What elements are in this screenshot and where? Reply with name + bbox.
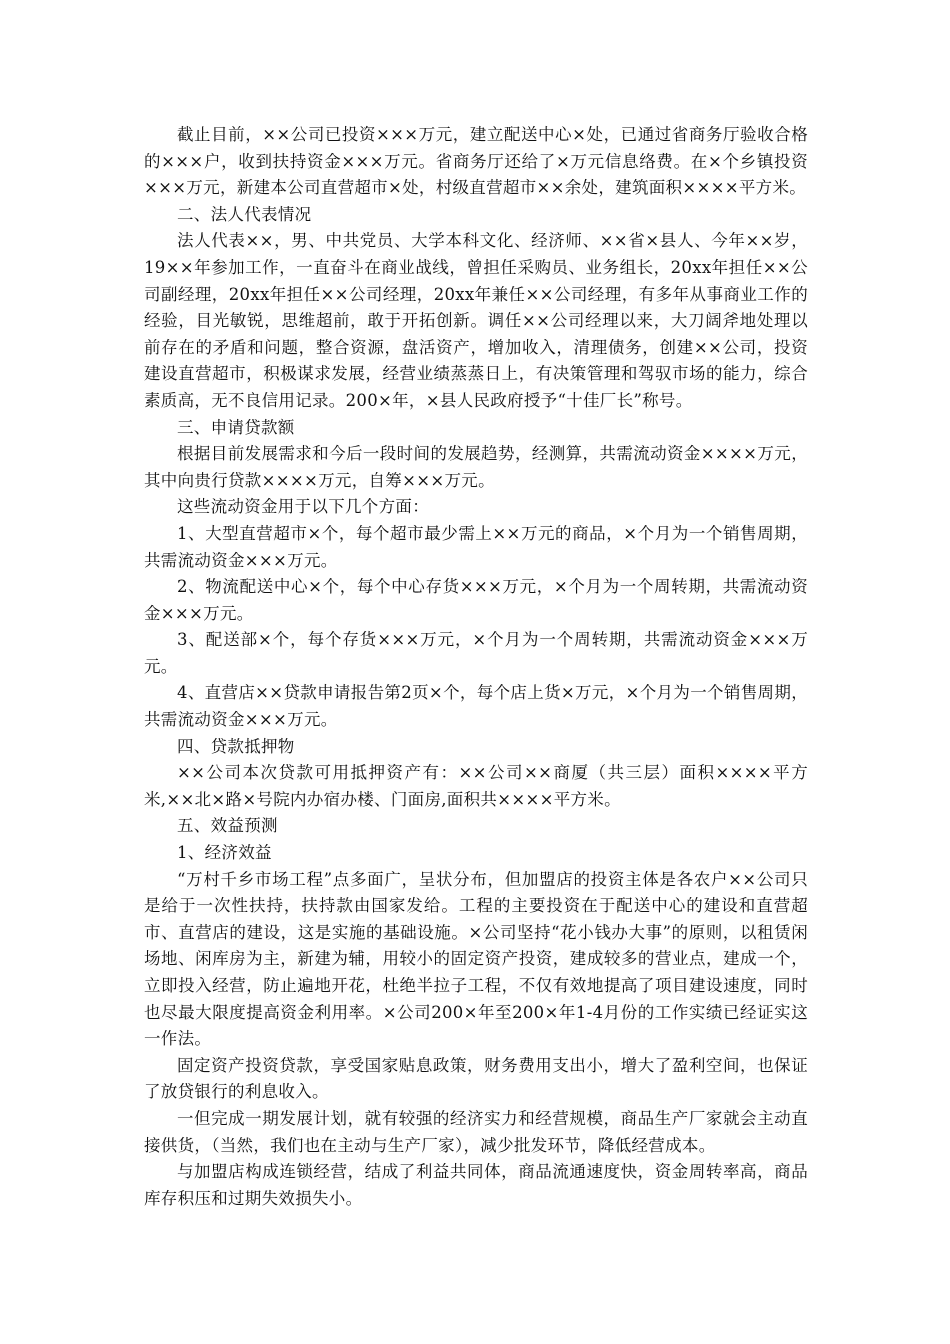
heading-loan-amount: 三、申请贷款额 [177, 417, 295, 437]
paragraph-fund-usage-intro: 这些流动资金用于以下几个方面： [177, 497, 429, 517]
paragraph-chain-operation: 与加盟店构成连锁经营，结成了利益共同体，商品流通速度快，资金周转率高，商品库存积压和过期失效损失小。 [144, 1162, 808, 1208]
paragraph-development-plan: 一但完成一期发展计划，就有较强的经济实力和经营规模，商品生产厂家就会主动直接供货，（当然，我们也在主动与生产厂家），减少批发环节，降低经营成本。 [144, 1108, 808, 1155]
list-item-supermarkets: 1、大型直营超市×个，每个超市最少需上××万元的商品，×个月为一个销售周期，共需流动资金×××万元。 [144, 523, 808, 570]
paragraph-market-project: “万村千乡市场工程”点多面广，呈状分布，但加盟店的投资主体是各农户××公司只是给于一次性扶持，扶持款由国家发给。工程的主要投资在于配送中心的建设和直营超市、直营店的建设，这是实施的基础设施。×公司坚持“花小钱办大事”的原则，以租赁闲场地、闲库房为主，新建为辅，用较小的固定资产投资，建成较多的营业点，建成一个，立即投入经营，防止遍地开花，杜绝半拉子工程，不仅有效地提高了项目建设速度，同时也尽最大限度提高资金利用率。×公司200×年至200×年1-4月份的工作实绩已经证实这一作法。 [144, 869, 808, 1049]
heading-benefit-forecast: 五、效益预测 [177, 816, 278, 836]
document-body [144, 122, 808, 1212]
heading-legal-representative: 二、法人代表情况 [177, 204, 312, 224]
heading-collateral: 四、贷款抵押物 [177, 736, 295, 756]
list-item-logistics-center: 2、物流配送中心×个，每个中心存货×××万元，×个月为一个周转期，共需流动资金×××万元。 [144, 577, 808, 623]
paragraph-fixed-asset-loan: 固定资产投资贷款，享受国家贴息政策，财务费用支出小，增大了盈利空间，也保证了放贷银行的利息收入。 [144, 1055, 808, 1102]
paragraph-legal-representative: 法人代表××，男、中共党员、大学本科文化、经济师、××省×县人、今年××岁，19××年参加工作，一直奋斗在商业战线，曾担任采购员、业务组长，20xx年担任××公司副经理，20xx年担任××公司经理，20xx年兼任××公司经理，有多年从事商业工作的经验，目光敏锐，思维超前，敢于开拓创新。调任××公司经理以来，大刀阔斧地处理以前存在的矛盾和问题，整合资源，盘活资产，增加收入，清理债务，创建××公司，投资建设直营超市，积极谋求发展，经营业绩蒸蒸日上，有决策管理和驾驭市场的能力，综合素质高，无不良信用记录。200×年，×县人民政府授予“十佳厂长”称号。 [144, 231, 808, 410]
paragraph-investment-summary: 截止目前，××公司已投资×××万元，建立配送中心×处，已通过省商务厅验收合格的×××户，收到扶持资金×××万元。省商务厅还给了×万元信息络费。在×个乡镇投资×××万元，新建本公司直营超市×处，村级直营超市××余处，建筑面积××××平方米。 [144, 125, 808, 198]
paragraph-collateral: ××公司本次贷款可用抵押资产有：××公司××商厦（共三层）面积××××平方米,××北×路×号院内办宿办楼、门面房,面积共××××平方米。 [144, 763, 808, 809]
list-item-distribution-dept: 3、配送部×个，每个存货×××万元，×个月为一个周转期，共需流动资金×××万元。 [144, 630, 808, 676]
paragraph-loan-amount: 根据目前发展需求和今后一段时间的发展趋势，经测算，共需流动资金××××万元，其中向贵行贷款××××万元，自筹×××万元。 [144, 444, 808, 490]
list-item-direct-stores: 4、直营店××贷款申请报告第2页×个，每个店上货×万元，×个月为一个销售周期，共需流动资金×××万元。 [144, 683, 808, 730]
subheading-economic-benefit: 1、经济效益 [177, 843, 272, 863]
